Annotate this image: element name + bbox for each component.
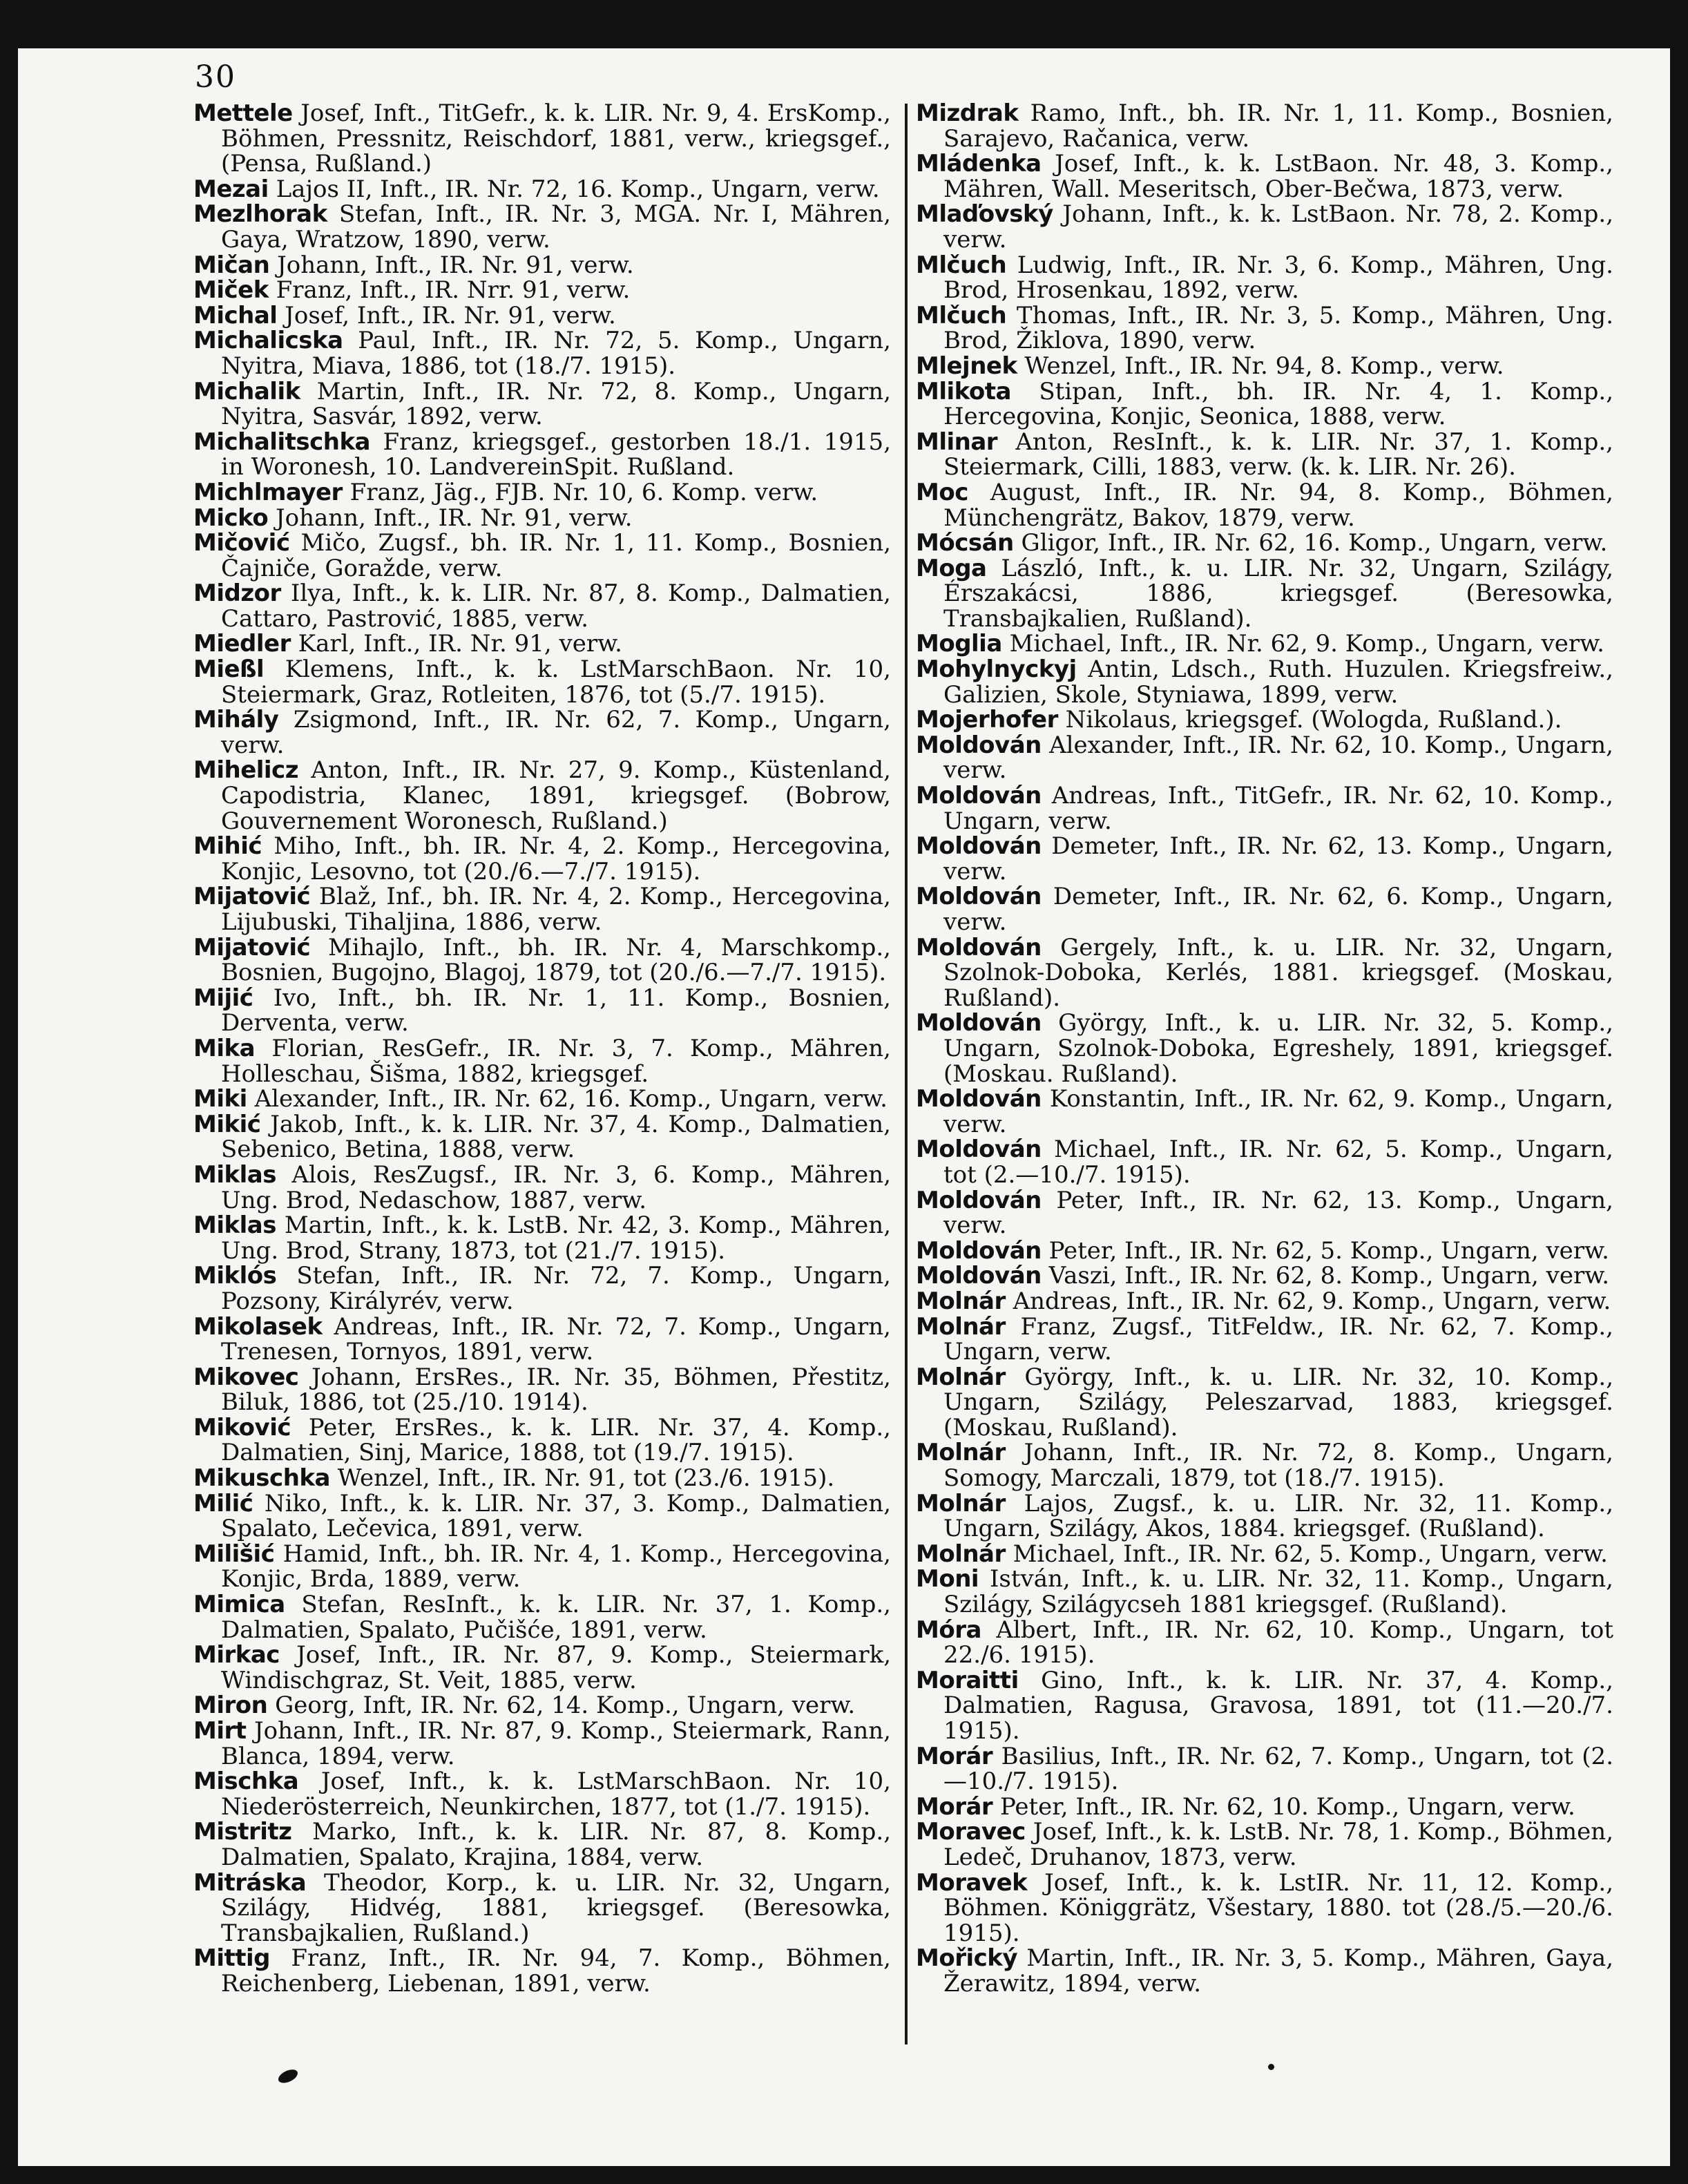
entry-details: Thomas, Inft., IR. Nr. 3, 5. Komp., Mähren, Ung. Brod, Žiklova, 1890, verw.: [943, 301, 1613, 355]
entry-details: Stipan, Inft., bh. IR. Nr. 4, 1. Komp., Hercegovina, Konjic, Seonica, 1888, verw.: [943, 377, 1613, 431]
entry-details: Antin, Ldsch., Ruth. Huzulen. Kriegsfreiw., Galizien, Skole, Styniawa, 1899, verw.: [943, 655, 1613, 709]
right-column-entry: [916, 1086, 1613, 1137]
entry-details: Alois, ResZugsf., IR. Nr. 3, 6. Komp., Mähren, Ung. Brod, Nedaschow, 1887, verw.: [221, 1160, 891, 1214]
entry-surname: Moldován: [916, 1085, 1042, 1113]
entry-surname: Miki: [193, 1085, 247, 1113]
right-column-entry: [916, 1668, 1613, 1744]
right-column-entry: [916, 1870, 1613, 1946]
right-column-entry: [916, 202, 1613, 252]
entry-surname: Miković: [193, 1413, 291, 1441]
entry-details: Demeter, Inft., IR. Nr. 62, 13. Komp., Ungarn, verw.: [943, 832, 1613, 885]
entry-details: Josef, Inft., k. k. LstBaon. Nr. 48, 3. Komp., Mähren, Wall. Meseritsch, Ober-Bečwa, 1873, verw.: [943, 150, 1613, 203]
entry-surname: Mirt: [193, 1717, 247, 1745]
left-column-entry: [193, 1466, 891, 1491]
entry-surname: Michlmayer: [193, 478, 343, 506]
entry-details: Vaszi, Inft., IR. Nr. 62, 8. Komp., Ungarn, verw.: [1041, 1262, 1610, 1290]
right-column-entry: [916, 1289, 1613, 1314]
entry-details: Josef, Inft., IR. Nr. 91, verw.: [277, 301, 616, 329]
entry-details: Florian, ResGefr., IR. Nr. 3, 7. Komp., Mähren, Holleschau, Šišma, 1882, kriegsgef.: [221, 1034, 891, 1088]
entry-surname: Moldován: [916, 731, 1042, 759]
entry-surname: Mojerhofer: [916, 706, 1058, 734]
right-column-entry: [916, 556, 1613, 632]
entry-details: Peter, ErsRes., k. k. LIR. Nr. 37, 4. Komp., Dalmatien, Sinj, Marice, 1888, tot (19./7. 1915).: [221, 1413, 891, 1467]
left-column-entry: [193, 379, 891, 430]
scan-border-left: [0, 0, 18, 2184]
entry-surname: Miron: [193, 1692, 268, 1720]
entry-details: Paul, Inft., IR. Nr. 72, 5. Komp., Ungarn, Nyitra, Miava, 1886, tot (18./7. 1915).: [221, 327, 891, 380]
entry-surname: Mlčuch: [916, 251, 1007, 279]
right-column-entry: [916, 101, 1613, 151]
entry-details: Andreas, Inft., IR. Nr. 72, 7. Komp., Ungarn, Trenesen, Tornyos, 1891, verw.: [221, 1312, 891, 1366]
entry-details: Hamid, Inft., bh. IR. Nr. 4, 1. Komp., Hercegovina, Konjic, Brda, 1889, verw.: [221, 1540, 891, 1593]
entry-surname: Mičan: [193, 251, 270, 279]
entry-details: Alexander, Inft., IR. Nr. 62, 10. Komp., Ungarn, verw.: [943, 731, 1613, 785]
entry-details: Anton, Inft., IR. Nr. 27, 9. Komp., Küstenland, Capodistria, Klanec, 1891, kriegsgef. (Bobrow, Gouvernement Woronesch, Rußland.): [221, 756, 891, 835]
left-column-entry: [193, 884, 891, 935]
entry-surname: Moraitti: [916, 1666, 1019, 1694]
entry-details: Albert, Inft., IR. Nr. 62, 10. Komp., Ungarn, tot 22./6. 1915).: [943, 1616, 1613, 1669]
entry-surname: Moglia: [916, 630, 1002, 658]
left-column-entry: [193, 581, 891, 631]
entry-surname: Mócsán: [916, 529, 1014, 557]
entry-surname: Móra: [916, 1616, 981, 1644]
right-column-entry: [916, 1542, 1613, 1567]
left-column-entry: [193, 1642, 891, 1693]
right-column-entry: [916, 1188, 1613, 1238]
left-column-entry: [193, 1819, 891, 1870]
left-column-entry: [193, 506, 891, 531]
entry-details: Alexander, Inft., IR. Nr. 62, 16. Komp., Ungarn, verw.: [247, 1085, 888, 1113]
entry-details: Josef, Inft., k. k. LstB. Nr. 78, 1. Komp., Böhmen, Ledeč, Druhanov, 1873, verw.: [943, 1818, 1613, 1871]
entry-details: Franz, kriegsgef., gestorben 18./1. 1915, in Woronesh, 10. LandvereinSpit. Rußland.: [221, 428, 891, 481]
entry-surname: Mijatović: [193, 883, 311, 911]
left-column-entry: [193, 1263, 891, 1314]
entry-surname: Mikovec: [193, 1363, 299, 1391]
entry-details: Lajos II, Inft., IR. Nr. 72, 16. Komp., Ungarn, verw.: [268, 175, 880, 203]
entry-details: Franz, Inft., IR. Nr. 94, 7. Komp., Böhmen, Reichenberg, Liebenan, 1891, verw.: [221, 1944, 891, 1998]
right-column-entry: [916, 480, 1613, 530]
entry-details: Josef, Inft., IR. Nr. 87, 9. Komp., Steiermark, Windischgraz, St. Veit, 1885, verw.: [221, 1641, 891, 1694]
entry-surname: Morár: [916, 1792, 993, 1821]
entry-details: Peter, Inft., IR. Nr. 62, 10. Komp., Ungarn, verw.: [992, 1792, 1575, 1821]
entry-details: Nikolaus, kriegsgef. (Wologda, Rußland.).: [1057, 706, 1562, 734]
entry-surname: Mikić: [193, 1110, 261, 1138]
entry-details: Karl, Inft., IR. Nr. 91, verw.: [290, 630, 622, 658]
left-column-entry: [193, 177, 891, 202]
entry-details: August, Inft., IR. Nr. 94, 8. Komp., Böhmen, Münchengrätz, Bakov, 1879, verw.: [943, 478, 1613, 532]
entry-details: Stefan, ResInft., k. k. LIR. Nr. 37, 1. Komp., Dalmatien, Spalato, Pučišće, 1891, verw.: [221, 1591, 891, 1644]
entry-surname: Mlikota: [916, 377, 1011, 405]
left-column-entry: [193, 1415, 891, 1466]
right-column-entry: [916, 151, 1613, 202]
entry-details: Gligor, Inft., IR. Nr. 62, 16. Komp., Ungarn, verw.: [1013, 529, 1608, 557]
entry-details: Franz, Zugsf., TitFeldw., IR. Nr. 62, 7. Komp., Ungarn, verw.: [943, 1312, 1613, 1366]
entry-details: Josef, Inft., k. k. LstMarschBaon. Nr. 10, Niederösterreich, Neunkirchen, 1877, tot (1./7. 1915).: [221, 1768, 891, 1821]
entry-details: László, Inft., k. u. LIR. Nr. 32, Ungarn, Szilágy, Érszakácsi, 1886, kriegsgef. (Beresowka, Transbajkalien, Rußland).: [943, 554, 1613, 633]
entry-details: Ludwig, Inft., IR. Nr. 3, 6. Komp., Mähren, Ung. Brod, Hrosenkau, 1892, verw.: [943, 251, 1613, 305]
entry-details: Martin, Inft., IR. Nr. 72, 8. Komp., Ungarn, Nyitra, Sasvár, 1892, verw.: [221, 377, 891, 431]
left-column-entry: [193, 430, 891, 480]
entry-surname: Moga: [916, 554, 987, 582]
left-column: [193, 101, 891, 1997]
right-column-entry: [916, 707, 1613, 733]
right-column-entry: [916, 1819, 1613, 1870]
entry-surname: Molnár: [916, 1489, 1006, 1517]
scan-border-bottom: [0, 2166, 1688, 2184]
entry-surname: Molnár: [916, 1363, 1006, 1391]
entry-details: Franz, Inft., IR. Nrr. 91, verw.: [268, 276, 631, 305]
left-column-entry: [193, 303, 891, 329]
entry-surname: Mizdrak: [916, 99, 1019, 127]
ink-dot: [1268, 2064, 1274, 2070]
left-column-entry: [193, 986, 891, 1036]
entry-details: Johann, Inft., IR. Nr. 87, 9. Komp., Steiermark, Rann, Blanca, 1894, verw.: [221, 1717, 891, 1770]
right-column-entry: [916, 1010, 1613, 1086]
entry-surname: Moldován: [916, 782, 1042, 810]
left-column-entry: [193, 707, 891, 758]
entry-surname: Mičović: [193, 529, 290, 557]
right-column-entry: [916, 1314, 1613, 1365]
left-column-entry: [193, 253, 891, 278]
left-column-entry: [193, 480, 891, 506]
right-column-entry: [916, 1263, 1613, 1289]
entry-details: Michael, Inft., IR. Nr. 62, 5. Komp., Ungarn, verw.: [1005, 1540, 1608, 1568]
left-column-entry: [193, 1086, 891, 1112]
right-column-entry: [916, 1491, 1613, 1542]
entry-surname: Mořický: [916, 1944, 1018, 1973]
left-column-entry: [193, 1870, 891, 1946]
entry-details: Ilya, Inft., k. k. LIR. Nr. 87, 8. Komp., Dalmatien, Cattaro, Pastrović, 1885, verw.: [221, 579, 891, 633]
entry-surname: Molnár: [916, 1287, 1006, 1315]
entry-surname: Mohylnyckyj: [916, 655, 1077, 684]
left-column-entry: [193, 1542, 891, 1592]
scan-border-top: [0, 0, 1688, 48]
entry-details: Stefan, Inft., IR. Nr. 3, MGA. Nr. I, Mähren, Gaya, Wratzow, 1890, verw.: [221, 200, 891, 253]
entry-details: Johann, Inft., IR. Nr. 91, verw.: [269, 251, 634, 279]
page-number: 30: [195, 59, 236, 95]
entry-details: Ivo, Inft., bh. IR. Nr. 1, 11. Komp., Bosnien, Derventa, verw.: [221, 984, 891, 1037]
entry-surname: Micko: [193, 504, 269, 532]
entry-surname: Molnár: [916, 1439, 1006, 1467]
entry-details: Josef, Inft., TitGefr., k. k. LIR. Nr. 9, 4. ErsKomp., Böhmen, Pressnitz, Reischdorf, 1881, verw., kriegsgef., (Pensa, Rußland.): [221, 99, 891, 178]
entry-details: Anton, ResInft., k. k. LIR. Nr. 37, 1. Komp., Steiermark, Cilli, 1883, verw. (k. k. LIR. Nr. 26).: [943, 428, 1613, 481]
left-column-entry: [193, 1592, 891, 1642]
right-column-entry: [916, 1794, 1613, 1820]
right-column-entry: [916, 530, 1613, 556]
entry-surname: Mikolasek: [193, 1312, 323, 1341]
entry-surname: Milišić: [193, 1540, 275, 1568]
right-column-entry: [916, 379, 1613, 430]
right-column-entry: [916, 1567, 1613, 1617]
entry-surname: Miklas: [193, 1211, 276, 1240]
left-column-entry: [193, 1036, 891, 1086]
entry-surname: Miklós: [193, 1262, 277, 1290]
entry-surname: Milić: [193, 1489, 253, 1517]
entry-details: Michael, Inft., IR. Nr. 62, 9. Komp., Ungarn, verw.: [1001, 630, 1604, 658]
entry-surname: Moldován: [916, 883, 1042, 911]
right-column-entry: [916, 1744, 1613, 1794]
left-column-entry: [193, 278, 891, 303]
entry-details: Josef, Inft., k. k. LstIR. Nr. 11, 12. Komp., Böhmen. Königgrätz, Všestary, 1880. tot (28./5.—20./6. 1915).: [943, 1868, 1613, 1947]
left-column-entry: [193, 202, 891, 252]
entry-surname: Mettele: [193, 99, 293, 127]
right-column-entry: [916, 783, 1613, 834]
entry-surname: Mittig: [193, 1944, 270, 1973]
entry-surname: Moldován: [916, 1186, 1042, 1214]
entry-surname: Mijatović: [193, 933, 311, 961]
left-column-entry: [193, 1946, 891, 1996]
left-column-entry: [193, 1162, 891, 1213]
entry-details: Johann, Inft., k. k. LstBaon. Nr. 78, 2. Komp., verw.: [943, 200, 1613, 253]
entry-surname: Moldován: [916, 933, 1042, 961]
entry-surname: Morár: [916, 1742, 993, 1770]
right-column-entry: [916, 1137, 1613, 1187]
entry-surname: Moldován: [916, 1009, 1042, 1037]
right-column: [916, 101, 1613, 1997]
entry-details: Konstantin, Inft., IR. Nr. 62, 9. Komp., Ungarn, verw.: [943, 1085, 1613, 1138]
right-column-entry: [916, 935, 1613, 1011]
entry-surname: Mezai: [193, 175, 269, 203]
entry-surname: Mlejnek: [916, 352, 1017, 380]
ink-blot: [276, 2067, 300, 2085]
left-column-entry: [193, 1314, 891, 1365]
right-column-entry: [916, 631, 1613, 657]
entry-details: György, Inft., k. u. LIR. Nr. 32, 5. Komp., Ungarn, Szolnok-Doboka, Egreshely, 1891, kriegsgef. (Moskau. Rußland).: [943, 1009, 1613, 1088]
entry-surname: Molnár: [916, 1312, 1006, 1341]
right-column-entry: [916, 1946, 1613, 1996]
left-column-entry: [193, 101, 891, 177]
right-column-entry: [916, 657, 1613, 707]
entry-details: Georg, Inft, IR. Nr. 62, 14. Komp., Ungarn, verw.: [267, 1692, 856, 1720]
entry-surname: Mimica: [193, 1591, 285, 1619]
entry-surname: Mlaďovský: [916, 200, 1053, 229]
entry-surname: Mlčuch: [916, 301, 1007, 329]
scan-border-right: [1670, 0, 1688, 2184]
entry-details: Blaž, Inf., bh. IR. Nr. 4, 2. Komp., Hercegovina, Lijubuski, Tihaljina, 1886, verw.: [221, 883, 891, 936]
entry-surname: Moni: [916, 1565, 979, 1593]
right-column-entry: [916, 1365, 1613, 1441]
left-column-entry: [193, 1491, 891, 1542]
entry-details: Miho, Inft., bh. IR. Nr. 4, 2. Komp., Hercegovina, Konjic, Lesovno, tot (20./6.—7./7. 1915).: [221, 832, 891, 885]
entry-surname: Mihelicz: [193, 756, 299, 785]
entry-surname: Midzor: [193, 579, 281, 608]
entry-surname: Mikuschka: [193, 1464, 330, 1493]
entry-details: Michael, Inft., IR. Nr. 62, 5. Komp., Ungarn, tot (2.—10./7. 1915).: [943, 1136, 1613, 1189]
entry-surname: Mihić: [193, 832, 262, 861]
entry-details: Franz, Jäg., FJB. Nr. 10, 6. Komp. verw.: [342, 478, 818, 506]
entry-surname: Moravek: [916, 1868, 1028, 1897]
entry-details: Theodor, Korp., k. u. LIR. Nr. 32, Ungarn, Szilágy, Hidvég, 1881, kriegsgef. (Beresowka, Transbajkalien, Rußland.): [221, 1868, 891, 1947]
entry-details: Basilius, Inft., IR. Nr. 62, 7. Komp., Ungarn, tot (2.—10./7. 1915).: [943, 1742, 1613, 1796]
entry-details: Martin, Inft., IR. Nr. 3, 5. Komp., Mähren, Gaya, Žerawitz, 1894, verw.: [943, 1944, 1613, 1998]
entry-surname: Miedler: [193, 630, 291, 658]
entry-details: Stefan, Inft., IR. Nr. 72, 7. Komp., Ungarn, Pozsony, Királyrév, verw.: [221, 1262, 891, 1315]
right-column-entry: [916, 834, 1613, 884]
right-column-entry: [916, 1440, 1613, 1491]
left-column-entry: [193, 1112, 891, 1162]
entry-details: Andreas, Inft., TitGefr., IR. Nr. 62, 10. Komp., Ungarn, verw.: [943, 782, 1613, 835]
entry-details: Johann, ErsRes., IR. Nr. 35, Böhmen, Přestitz, Biluk, 1886, tot (25./10. 1914).: [221, 1363, 891, 1417]
entry-surname: Mezlhorak: [193, 200, 327, 229]
left-column-entry: [193, 834, 891, 884]
entry-surname: Moc: [916, 478, 968, 506]
entry-surname: Moldován: [916, 832, 1042, 861]
entry-surname: Mlinar: [916, 428, 998, 456]
entry-details: Mičo, Zugsf., bh. IR. Nr. 1, 11. Komp., Bosnien, Čajniče, Goražde, verw.: [221, 529, 891, 582]
entry-details: Demeter, Inft., IR. Nr. 62, 6. Komp., Ungarn, verw.: [943, 883, 1613, 936]
right-column-entry: [916, 253, 1613, 303]
entry-surname: Michalitschka: [193, 428, 371, 456]
left-column-entry: [193, 758, 891, 834]
right-column-entry: [916, 1618, 1613, 1668]
entry-details: Peter, Inft., IR. Nr. 62, 5. Komp., Ungarn, verw.: [1041, 1236, 1609, 1265]
entry-details: Andreas, Inft., IR. Nr. 62, 9. Komp., Ungarn, verw.: [1005, 1287, 1611, 1315]
entry-surname: Miklas: [193, 1160, 276, 1189]
entry-details: Ramo, Inft., bh. IR. Nr. 1, 11. Komp., Bosnien, Sarajevo, Račanica, verw.: [943, 99, 1613, 153]
entry-details: Wenzel, Inft., IR. Nr. 91, tot (23./6. 1915).: [329, 1464, 835, 1493]
left-column-entry: [193, 1718, 891, 1769]
entry-surname: Moravec: [916, 1818, 1026, 1846]
column-divider: [905, 104, 908, 2044]
right-column-entry: [916, 303, 1613, 354]
entry-details: Mihajlo, Inft., bh. IR. Nr. 4, Marschkomp., Bosnien, Bugojno, Blagoj, 1879, tot (20./6.—7./7. 1915).: [221, 933, 891, 987]
entry-surname: Michal: [193, 301, 278, 329]
entry-details: Wenzel, Inft., IR. Nr. 94, 8. Komp., verw.: [1017, 352, 1504, 380]
entry-details: Johann, Inft., IR. Nr. 72, 8. Komp., Ungarn, Somogy, Marczali, 1879, tot (18./7. 1915).: [943, 1439, 1613, 1493]
entry-surname: Mládenka: [916, 150, 1042, 178]
left-column-entry: [193, 935, 891, 986]
left-column-entry: [193, 530, 891, 581]
entry-surname: Moldován: [916, 1262, 1042, 1290]
entry-details: Marko, Inft., k. k. LIR. Nr. 87, 8. Komp., Dalmatien, Spalato, Krajina, 1884, verw.: [221, 1818, 891, 1871]
entry-surname: Moldován: [916, 1236, 1042, 1265]
entry-surname: Mitráska: [193, 1868, 307, 1897]
entry-details: Niko, Inft., k. k. LIR. Nr. 37, 3. Komp., Dalmatien, Spalato, Lečevica, 1891, verw.: [221, 1489, 891, 1543]
entry-surname: Michalicska: [193, 327, 343, 355]
entry-surname: Michalik: [193, 377, 300, 405]
entry-details: Johann, Inft., IR. Nr. 91, verw.: [268, 504, 633, 532]
entry-surname: Mirkac: [193, 1641, 280, 1669]
entry-surname: Mijić: [193, 984, 253, 1012]
left-column-entry: [193, 1693, 891, 1718]
entry-surname: Mika: [193, 1034, 256, 1062]
entry-details: György, Inft., k. u. LIR. Nr. 32, 10. Komp., Ungarn, Szilágy, Peleszarvad, 1883, kriegsgef. (Moskau, Rußland).: [943, 1363, 1613, 1441]
entry-surname: Mihály: [193, 706, 279, 734]
right-column-entry: [916, 1238, 1613, 1264]
left-column-entry: [193, 1769, 891, 1819]
left-column-entry: [193, 328, 891, 379]
entry-details: Gergely, Inft., k. u. LIR. Nr. 32, Ungarn, Szolnok-Doboka, Kerlés, 1881. kriegsgef. (Moskau, Rußland).: [943, 933, 1613, 1012]
left-column-entry: [193, 631, 891, 657]
entry-surname: Mischka: [193, 1768, 299, 1796]
entry-surname: Moldován: [916, 1136, 1042, 1164]
entry-details: Zsigmond, Inft., IR. Nr. 62, 7. Komp., Ungarn, verw.: [221, 706, 891, 759]
entry-details: Lajos, Zugsf., k. u. LIR. Nr. 32, 11. Komp., Ungarn, Szilágy, Akos, 1884. kriegsgef. (Rußland).: [943, 1489, 1613, 1543]
entry-details: Klemens, Inft., k. k. LstMarschBaon. Nr. 10, Steiermark, Graz, Rotleiten, 1876, tot (5./7. 1915).: [221, 655, 891, 709]
right-column-entry: [916, 733, 1613, 783]
right-column-entry: [916, 354, 1613, 379]
entry-surname: Miček: [193, 276, 269, 305]
entry-details: Martin, Inft., k. k. LstB. Nr. 42, 3. Komp., Mähren, Ung. Brod, Strany, 1873, tot (21./7. 1915).: [221, 1211, 891, 1265]
right-column-entry: [916, 430, 1613, 480]
right-column-entry: [916, 884, 1613, 935]
entry-surname: Mistritz: [193, 1818, 292, 1846]
entry-surname: Molnár: [916, 1540, 1006, 1568]
left-column-entry: [193, 1213, 891, 1263]
entry-details: István, Inft., k. u. LIR. Nr. 32, 11. Komp., Ungarn, Szilágy, Szilágycseh 1881 kriegsgef. (Rußland).: [943, 1565, 1613, 1619]
entry-details: Peter, Inft., IR. Nr. 62, 13. Komp., Ungarn, verw.: [943, 1186, 1613, 1240]
left-column-entry: [193, 1365, 891, 1415]
entry-details: Gino, Inft., k. k. LIR. Nr. 37, 4. Komp., Dalmatien, Ragusa, Gravosa, 1891, tot (11.—20./7. 1915).: [943, 1666, 1613, 1745]
entry-details: Jakob, Inft., k. k. LIR. Nr. 37, 4. Komp., Dalmatien, Sebenico, Betina, 1888, verw.: [221, 1110, 891, 1164]
left-column-entry: [193, 657, 891, 707]
entry-surname: Mießl: [193, 655, 265, 684]
